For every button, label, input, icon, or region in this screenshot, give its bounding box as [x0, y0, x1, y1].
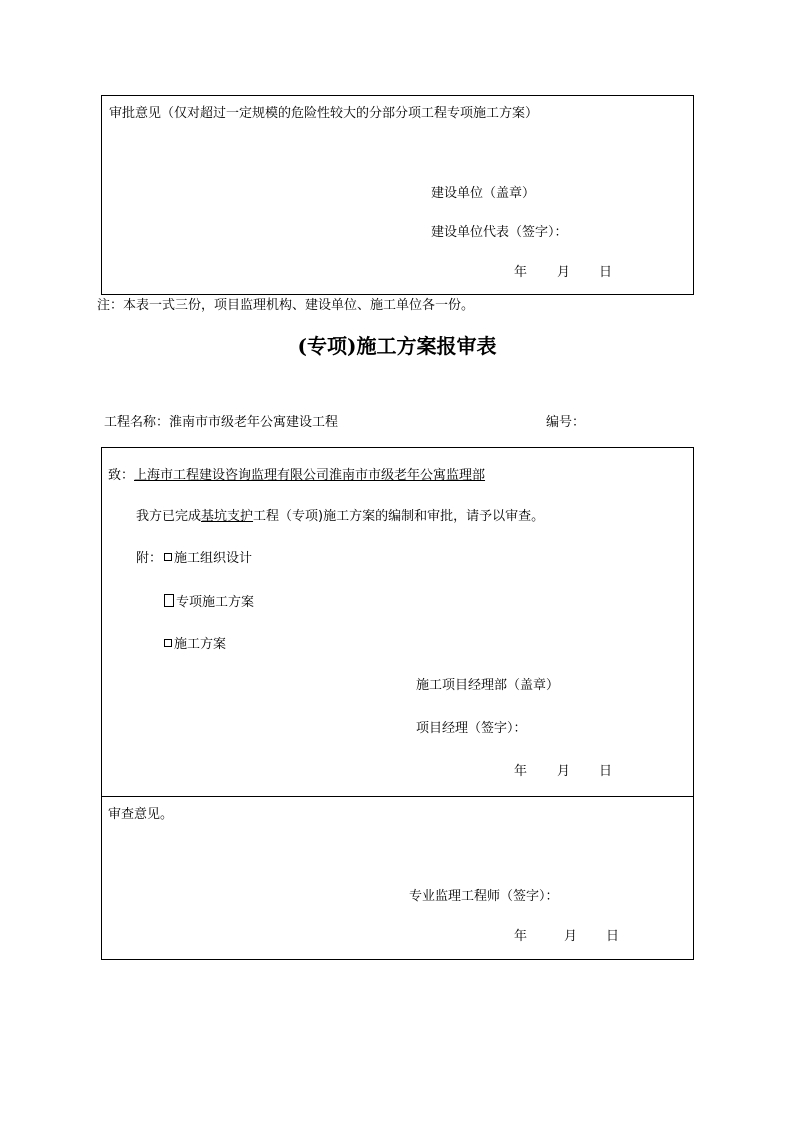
- date-month: 月: [557, 265, 571, 280]
- date-day: 日: [599, 764, 613, 779]
- checkbox-icon[interactable]: [164, 639, 172, 647]
- project-manager-sign-label: 项目经理（签字）：: [416, 721, 527, 736]
- attachment-special-plan[interactable]: [164, 594, 254, 611]
- number-label: 编号：: [546, 415, 586, 430]
- row-divider: [101, 796, 694, 797]
- attachment-label: 专项施工方案: [176, 595, 255, 610]
- project-name-value: 淮南市市级老年公寓建设工程: [169, 415, 339, 430]
- footnote: 注：本表一式三份，项目监理机构、建设单位、施工单位各一份。: [97, 298, 475, 313]
- date-month: 月: [564, 929, 578, 944]
- form-title: (专项)施工方案报审表: [297, 334, 497, 358]
- checkbox-icon[interactable]: [164, 553, 172, 561]
- submission-statement: [136, 509, 544, 525]
- project-name-row: [104, 415, 338, 431]
- date-day: 日: [606, 929, 620, 944]
- addressee-value: 上海市工程建设咨询监理有限公司淮南市市级老年公寓监理部: [134, 468, 486, 483]
- construction-unit-rep-sign-label: 建设单位代表（签字）：: [431, 225, 568, 240]
- attachment-construction-org-design[interactable]: [164, 551, 252, 567]
- project-dept-seal-label: 施工项目经理部（盖章）: [416, 678, 560, 693]
- attachment-construction-plan[interactable]: [164, 637, 226, 653]
- statement-suffix: 工程（专项)施工方案的编制和审批，请予以审查。: [253, 509, 545, 524]
- construction-unit-seal-label: 建设单位（盖章）: [431, 186, 536, 201]
- statement-prefix: 我方已完成: [136, 509, 202, 524]
- project-name-label: 工程名称：: [104, 415, 170, 430]
- date-month: 月: [557, 764, 571, 779]
- addressee-row: [108, 468, 485, 484]
- checkbox-icon[interactable]: [164, 594, 174, 607]
- date-year: 年: [514, 929, 528, 944]
- attachments-label: 附：: [136, 551, 163, 566]
- review-heading: 审查意见。: [108, 807, 174, 822]
- date-year: 年: [514, 265, 528, 280]
- date-day: 日: [599, 265, 613, 280]
- attachment-label: 施工组织设计: [174, 551, 253, 566]
- approval-heading: 审批意见（仅对超过一定规模的危险性较大的分部分项工程专项施工方案）: [109, 106, 539, 121]
- supervising-engineer-sign-label: 专业监理工程师（签字）：: [409, 889, 559, 904]
- work-name: 基坑支护: [201, 509, 254, 524]
- date-year: 年: [514, 764, 528, 779]
- addressee-label: 致：: [108, 468, 135, 483]
- attachment-label: 施工方案: [174, 637, 227, 652]
